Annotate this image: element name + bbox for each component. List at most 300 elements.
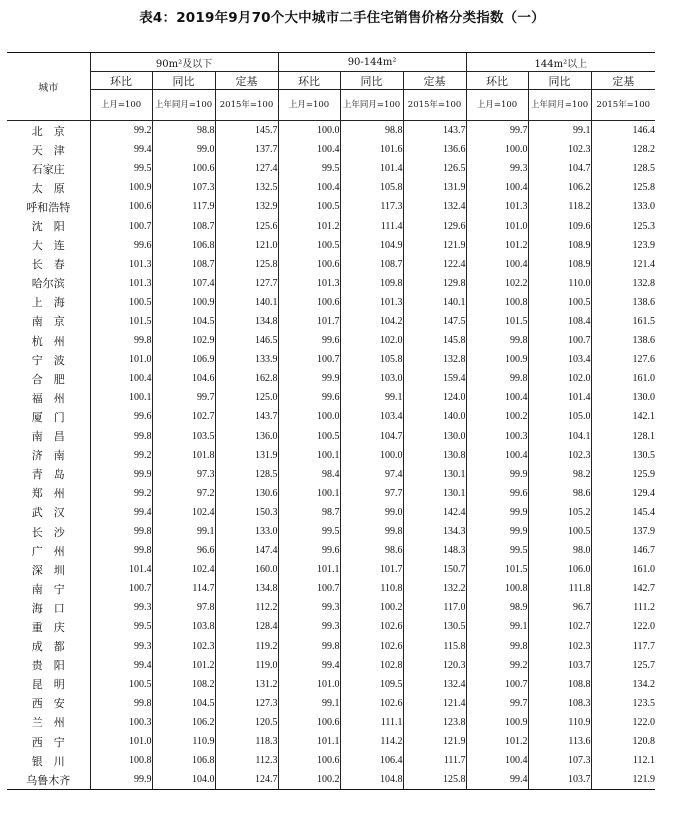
index-value: 108.9	[528, 255, 591, 274]
city-name: 太 原	[31, 181, 65, 195]
index-value: 112.1	[591, 751, 655, 770]
city-name: 大 连	[31, 239, 65, 253]
index-value: 101.0	[90, 732, 152, 751]
index-value: 126.5	[403, 159, 466, 178]
table-row	[7, 331, 655, 350]
index-value: 104.7	[528, 159, 591, 178]
city-name: 南 京	[31, 315, 65, 329]
index-value: 100.4	[466, 255, 528, 274]
index-value: 143.7	[215, 407, 278, 426]
index-value: 101.8	[152, 446, 215, 465]
index-value: 129.4	[591, 484, 655, 503]
index-value: 99.3	[90, 598, 152, 617]
index-value: 100.0	[466, 140, 528, 159]
index-value: 105.0	[528, 407, 591, 426]
index-value: 130.6	[215, 484, 278, 503]
table-row	[7, 121, 655, 141]
index-value: 99.9	[90, 770, 152, 790]
sub-header-fixed: 定基	[591, 72, 655, 90]
index-value: 120.3	[403, 656, 466, 675]
index-value: 100.6	[152, 159, 215, 178]
index-value: 111.8	[528, 579, 591, 598]
index-value: 102.6	[340, 694, 403, 713]
index-value: 121.9	[403, 732, 466, 751]
index-value: 121.0	[215, 236, 278, 255]
index-value: 148.3	[403, 541, 466, 560]
index-value: 108.3	[528, 694, 591, 713]
index-value: 113.6	[528, 732, 591, 751]
index-value: 145.7	[215, 121, 278, 141]
city-name: 贵 阳	[31, 659, 65, 673]
table-row	[7, 617, 655, 636]
index-value: 131.9	[215, 446, 278, 465]
index-value: 99.9	[466, 522, 528, 541]
index-value: 125.6	[215, 216, 278, 235]
index-value: 131.2	[215, 675, 278, 694]
index-value: 147.5	[403, 312, 466, 331]
city-name: 哈尔滨	[31, 277, 65, 291]
index-value: 99.1	[278, 694, 340, 713]
index-value: 99.4	[90, 140, 152, 159]
index-value: 110.0	[528, 274, 591, 293]
index-value: 140.1	[215, 293, 278, 312]
index-value: 99.2	[90, 484, 152, 503]
city-column-header: 城市	[7, 53, 90, 121]
index-value: 99.2	[90, 446, 152, 465]
sub-header-fixed: 定基	[403, 72, 466, 90]
index-value: 127.6	[591, 350, 655, 369]
table-row	[7, 255, 655, 274]
index-value: 124.7	[215, 770, 278, 790]
index-value: 123.5	[591, 694, 655, 713]
index-value: 99.8	[466, 369, 528, 388]
table-row	[7, 274, 655, 293]
index-value: 101.2	[466, 732, 528, 751]
index-value: 100.6	[278, 255, 340, 274]
index-value: 102.2	[466, 274, 528, 293]
table-row	[7, 427, 655, 446]
index-value: 150.7	[403, 560, 466, 579]
index-value: 108.9	[528, 236, 591, 255]
index-value: 117.9	[152, 197, 215, 216]
index-value: 108.4	[528, 312, 591, 331]
index-value: 99.1	[340, 388, 403, 407]
index-value: 134.8	[215, 579, 278, 598]
index-value: 146.5	[215, 331, 278, 350]
index-value: 99.6	[466, 484, 528, 503]
city-name: 重 庆	[31, 620, 65, 634]
index-value: 106.8	[152, 236, 215, 255]
table-row	[7, 388, 655, 407]
index-value: 106.2	[152, 713, 215, 732]
table-row	[7, 770, 655, 790]
index-value: 107.3	[528, 751, 591, 770]
index-value: 108.7	[152, 255, 215, 274]
index-value: 99.7	[466, 121, 528, 141]
index-value: 99.6	[278, 388, 340, 407]
index-value: 132.8	[403, 350, 466, 369]
city-name: 昆 明	[31, 678, 65, 692]
city-name: 广 州	[31, 544, 65, 558]
index-value: 101.2	[278, 216, 340, 235]
index-value: 130.1	[403, 484, 466, 503]
index-value: 99.9	[466, 503, 528, 522]
index-value: 145.8	[403, 331, 466, 350]
index-value: 109.6	[528, 216, 591, 235]
index-value: 100.3	[90, 713, 152, 732]
index-value: 105.8	[340, 350, 403, 369]
index-value: 101.2	[152, 656, 215, 675]
index-value: 100.4	[466, 388, 528, 407]
table-row	[7, 503, 655, 522]
index-value: 97.7	[340, 484, 403, 503]
index-value: 98.9	[466, 598, 528, 617]
index-value: 101.3	[466, 197, 528, 216]
table-row	[7, 522, 655, 541]
index-value: 100.1	[90, 388, 152, 407]
table-row	[7, 369, 655, 388]
index-value: 110.8	[340, 579, 403, 598]
city-name: 福 州	[31, 391, 65, 405]
index-value: 108.8	[528, 675, 591, 694]
index-value: 125.8	[215, 255, 278, 274]
index-value: 102.6	[340, 617, 403, 636]
index-value: 102.3	[528, 140, 591, 159]
table-row	[7, 465, 655, 484]
index-value: 101.2	[466, 236, 528, 255]
index-value: 100.7	[90, 579, 152, 598]
index-value: 98.2	[528, 465, 591, 484]
index-value: 133.0	[215, 522, 278, 541]
index-value: 102.3	[152, 637, 215, 656]
index-value: 102.7	[528, 617, 591, 636]
base-header-prev-month: 上月=100	[278, 90, 340, 121]
sub-header-mom: 环比	[466, 72, 528, 90]
index-value: 161.0	[591, 369, 655, 388]
index-value: 128.5	[215, 465, 278, 484]
index-value: 137.9	[591, 522, 655, 541]
index-value: 125.3	[591, 216, 655, 235]
index-value: 99.3	[466, 159, 528, 178]
index-value: 107.3	[152, 178, 215, 197]
index-value: 115.8	[403, 637, 466, 656]
index-value: 130.0	[591, 388, 655, 407]
index-value: 124.0	[403, 388, 466, 407]
index-value: 136.6	[403, 140, 466, 159]
index-value: 100.2	[340, 598, 403, 617]
index-value: 101.5	[90, 312, 152, 331]
index-value: 100.3	[466, 427, 528, 446]
index-value: 97.3	[152, 465, 215, 484]
index-value: 99.5	[278, 159, 340, 178]
index-value: 97.8	[152, 598, 215, 617]
index-value: 101.3	[278, 274, 340, 293]
index-value: 147.4	[215, 541, 278, 560]
index-value: 142.1	[591, 407, 655, 426]
index-value: 122.0	[591, 713, 655, 732]
index-value: 102.9	[152, 331, 215, 350]
index-value: 102.4	[152, 503, 215, 522]
city-name: 郑 州	[31, 487, 65, 501]
index-value: 150.3	[215, 503, 278, 522]
index-value: 129.6	[403, 216, 466, 235]
index-value: 111.2	[591, 598, 655, 617]
index-value: 128.2	[591, 140, 655, 159]
index-value: 102.3	[528, 637, 591, 656]
index-value: 138.6	[591, 293, 655, 312]
index-value: 114.7	[152, 579, 215, 598]
table-row	[7, 541, 655, 560]
index-value: 125.7	[591, 656, 655, 675]
index-value: 100.8	[466, 579, 528, 598]
table-row	[7, 656, 655, 675]
index-value: 101.0	[278, 675, 340, 694]
index-value: 130.8	[403, 446, 466, 465]
index-value: 120.5	[215, 713, 278, 732]
index-value: 99.6	[90, 236, 152, 255]
index-value: 133.9	[215, 350, 278, 369]
index-value: 99.2	[90, 121, 152, 141]
index-value: 108.7	[340, 255, 403, 274]
city-name: 杭 州	[31, 334, 65, 348]
index-value: 100.4	[466, 446, 528, 465]
index-value: 98.4	[278, 465, 340, 484]
table-row	[7, 751, 655, 770]
city-name: 西 宁	[31, 735, 65, 749]
index-value: 101.4	[90, 560, 152, 579]
table-row	[7, 312, 655, 331]
index-value: 101.6	[340, 140, 403, 159]
index-value: 106.4	[340, 751, 403, 770]
index-value: 100.4	[466, 751, 528, 770]
index-value: 130.5	[591, 446, 655, 465]
index-value: 98.8	[152, 121, 215, 141]
index-value: 160.0	[215, 560, 278, 579]
index-value: 100.1	[278, 484, 340, 503]
index-value: 125.0	[215, 388, 278, 407]
index-value: 100.5	[90, 675, 152, 694]
index-value: 100.6	[278, 713, 340, 732]
table-row	[7, 140, 655, 159]
index-value: 104.0	[152, 770, 215, 790]
index-value: 99.9	[278, 369, 340, 388]
index-value: 102.8	[340, 656, 403, 675]
city-name: 厦 门	[31, 410, 65, 424]
index-value: 104.5	[152, 312, 215, 331]
index-value: 98.6	[528, 484, 591, 503]
index-value: 129.8	[403, 274, 466, 293]
index-value: 142.7	[591, 579, 655, 598]
city-name: 石家庄	[31, 162, 65, 176]
index-value: 104.1	[528, 427, 591, 446]
sub-header-mom: 环比	[278, 72, 340, 90]
index-value: 106.8	[152, 751, 215, 770]
index-value: 128.1	[591, 427, 655, 446]
index-value: 99.2	[466, 656, 528, 675]
city-name: 上 海	[31, 296, 65, 310]
index-value: 99.5	[90, 159, 152, 178]
index-value: 132.4	[403, 675, 466, 694]
index-value: 100.7	[278, 579, 340, 598]
index-value: 137.7	[215, 140, 278, 159]
index-value: 130.0	[403, 427, 466, 446]
index-value: 100.0	[278, 407, 340, 426]
index-value: 100.4	[90, 369, 152, 388]
index-value: 106.2	[528, 178, 591, 197]
group-header-medium: 90-144m²	[278, 53, 466, 72]
index-value: 100.6	[90, 197, 152, 216]
index-value: 99.8	[90, 522, 152, 541]
index-value: 100.0	[340, 446, 403, 465]
index-value: 130.5	[403, 617, 466, 636]
sub-header-yoy: 同比	[152, 72, 215, 90]
index-value: 132.8	[591, 274, 655, 293]
index-value: 100.5	[278, 236, 340, 255]
index-value: 111.1	[340, 713, 403, 732]
city-name: 西 安	[31, 697, 65, 711]
index-value: 102.7	[152, 407, 215, 426]
city-name: 成 都	[31, 640, 65, 654]
index-value: 100.7	[466, 675, 528, 694]
index-value: 102.0	[528, 369, 591, 388]
base-header-2015: 2015年=100	[403, 90, 466, 121]
index-value: 132.4	[403, 197, 466, 216]
index-value: 99.8	[90, 541, 152, 560]
index-value: 128.4	[215, 617, 278, 636]
index-value: 100.8	[466, 293, 528, 312]
index-value: 103.7	[528, 656, 591, 675]
index-value: 120.8	[591, 732, 655, 751]
index-value: 117.3	[340, 197, 403, 216]
table-row	[7, 598, 655, 617]
index-value: 146.7	[591, 541, 655, 560]
table-row	[7, 159, 655, 178]
index-value: 121.4	[591, 255, 655, 274]
index-value: 99.1	[466, 617, 528, 636]
city-name: 宁 波	[31, 353, 65, 367]
index-value: 99.3	[278, 598, 340, 617]
index-value: 111.7	[403, 751, 466, 770]
index-value: 101.3	[90, 255, 152, 274]
index-value: 101.3	[90, 274, 152, 293]
index-value: 127.7	[215, 274, 278, 293]
base-header-prev-month: 上月=100	[466, 90, 528, 121]
index-value: 100.4	[278, 140, 340, 159]
index-value: 134.3	[403, 522, 466, 541]
index-value: 136.0	[215, 427, 278, 446]
index-value: 101.7	[340, 560, 403, 579]
index-value: 132.5	[215, 178, 278, 197]
index-value: 96.7	[528, 598, 591, 617]
index-value: 101.0	[466, 216, 528, 235]
index-value: 101.5	[466, 312, 528, 331]
base-header-prev-year: 上年同月=100	[340, 90, 403, 121]
table-row	[7, 446, 655, 465]
index-value: 100.9	[152, 293, 215, 312]
index-value: 125.9	[591, 465, 655, 484]
city-name: 北 京	[31, 124, 65, 138]
table-row	[7, 197, 655, 216]
index-value: 100.1	[278, 446, 340, 465]
index-value: 100.5	[90, 293, 152, 312]
index-value: 99.6	[278, 541, 340, 560]
index-value: 103.5	[152, 427, 215, 446]
index-value: 99.0	[152, 140, 215, 159]
base-header-prev-month: 上月=100	[90, 90, 152, 121]
index-value: 99.7	[466, 694, 528, 713]
index-value: 99.5	[90, 617, 152, 636]
city-name: 南 宁	[31, 582, 65, 596]
index-value: 99.5	[466, 541, 528, 560]
index-value: 99.8	[90, 427, 152, 446]
index-value: 100.9	[90, 178, 152, 197]
index-value: 143.7	[403, 121, 466, 141]
index-value: 101.1	[278, 732, 340, 751]
index-value: 101.5	[466, 560, 528, 579]
table-row	[7, 732, 655, 751]
city-name: 长 沙	[31, 525, 65, 539]
index-value: 100.5	[278, 197, 340, 216]
index-value: 99.3	[90, 637, 152, 656]
base-header-2015: 2015年=100	[591, 90, 655, 121]
index-value: 104.9	[340, 236, 403, 255]
index-value: 100.0	[278, 121, 340, 141]
index-value: 159.4	[403, 369, 466, 388]
index-value: 104.5	[152, 694, 215, 713]
base-header-2015: 2015年=100	[215, 90, 278, 121]
index-value: 99.4	[90, 656, 152, 675]
index-value: 105.8	[340, 178, 403, 197]
city-name: 银 川	[31, 754, 65, 768]
index-value: 102.3	[528, 446, 591, 465]
index-value: 103.4	[528, 350, 591, 369]
index-value: 118.3	[215, 732, 278, 751]
table-row	[7, 694, 655, 713]
table-title: 表4：2019年9月70个大中城市二手住宅销售价格分类指数（一）	[139, 10, 545, 26]
index-value: 146.4	[591, 121, 655, 141]
index-value: 100.7	[278, 350, 340, 369]
index-value: 121.9	[591, 770, 655, 790]
index-value: 103.7	[528, 770, 591, 790]
index-value: 125.8	[403, 770, 466, 790]
index-value: 140.0	[403, 407, 466, 426]
index-value: 101.4	[340, 159, 403, 178]
index-value: 142.4	[403, 503, 466, 522]
city-name: 深 圳	[31, 563, 65, 577]
city-name: 济 南	[31, 449, 65, 463]
price-index-table	[7, 52, 655, 790]
index-value: 99.1	[152, 522, 215, 541]
index-value: 100.4	[278, 178, 340, 197]
city-name: 青 岛	[31, 468, 65, 482]
index-value: 127.4	[215, 159, 278, 178]
table-row	[7, 407, 655, 426]
index-value: 110.9	[528, 713, 591, 732]
index-value: 100.6	[278, 293, 340, 312]
index-value: 121.9	[403, 236, 466, 255]
index-value: 134.2	[591, 675, 655, 694]
index-value: 99.7	[152, 388, 215, 407]
index-value: 99.8	[90, 331, 152, 350]
index-value: 96.6	[152, 541, 215, 560]
city-name: 武 汉	[31, 506, 65, 520]
index-value: 108.7	[152, 216, 215, 235]
table-row	[7, 560, 655, 579]
index-value: 100.5	[528, 293, 591, 312]
index-value: 99.4	[466, 770, 528, 790]
table-row	[7, 350, 655, 369]
index-value: 107.4	[152, 274, 215, 293]
